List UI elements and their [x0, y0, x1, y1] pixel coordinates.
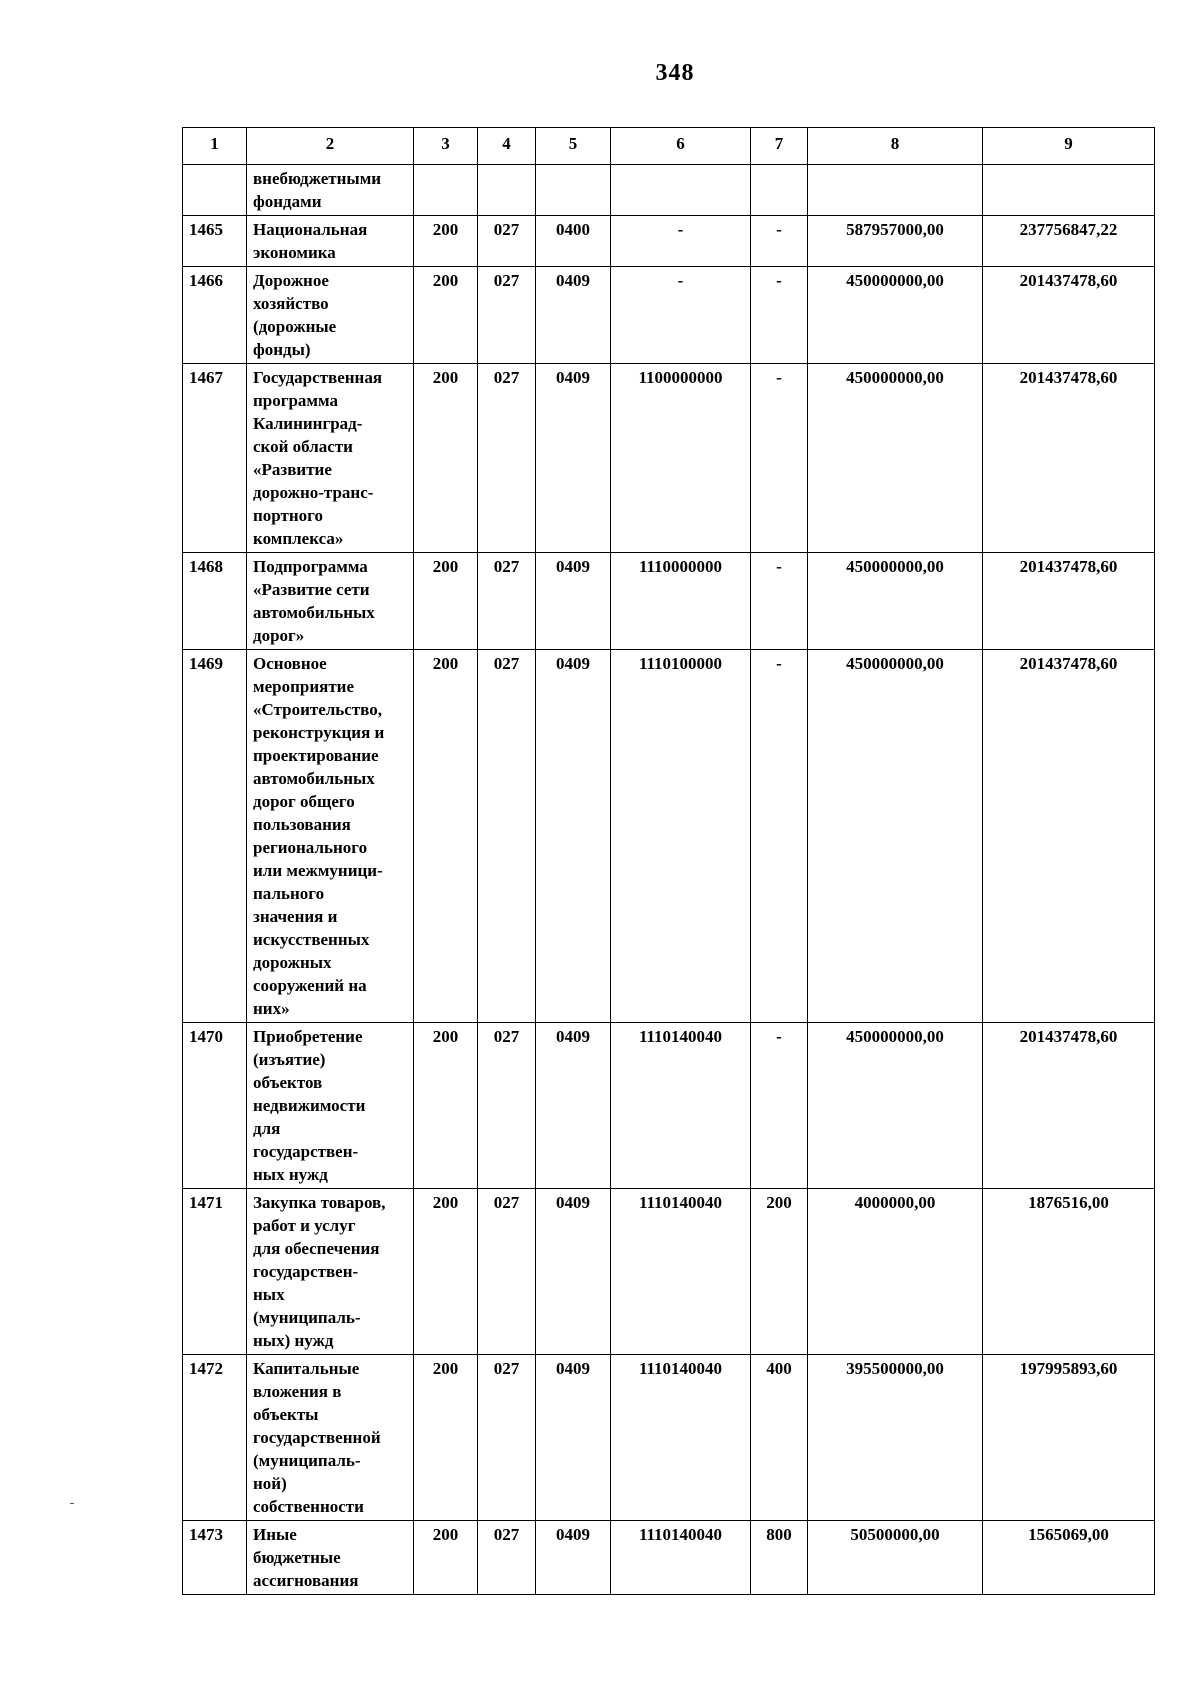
code-section: 0409 [536, 1023, 611, 1189]
page-number: 348 [655, 60, 695, 86]
code-ministry: 200 [414, 1355, 478, 1521]
header-col-8: 8 [808, 128, 983, 165]
amount-planned [808, 165, 983, 216]
row-number: 1469 [183, 650, 247, 1023]
row-number: 1468 [183, 553, 247, 650]
code-department: 027 [478, 650, 536, 1023]
code-section: 0409 [536, 553, 611, 650]
amount-executed: 237756847,22 [983, 216, 1155, 267]
code-target: 1110140040 [611, 1189, 751, 1355]
code-target: 1110140040 [611, 1355, 751, 1521]
row-name: Основное мероприятие «Строительство, реконструкция и проектирование автомобильных дорог общего пользования регионального или межмуници- пального значения и искусственных дорожных сооружений на них» [247, 650, 414, 1023]
code-ministry: 200 [414, 267, 478, 364]
code-expense-type [751, 165, 808, 216]
amount-planned: 450000000,00 [808, 1023, 983, 1189]
code-section: 0409 [536, 1521, 611, 1595]
row-number: 1466 [183, 267, 247, 364]
code-ministry: 200 [414, 1521, 478, 1595]
table-row [183, 1521, 1155, 1595]
code-department: 027 [478, 1023, 536, 1189]
code-ministry: 200 [414, 1189, 478, 1355]
table-row [183, 216, 1155, 267]
code-expense-type: - [751, 1023, 808, 1189]
code-target: 1100000000 [611, 364, 751, 553]
row-number: 1471 [183, 1189, 247, 1355]
amount-executed: 201437478,60 [983, 267, 1155, 364]
row-number: 1472 [183, 1355, 247, 1521]
code-target: - [611, 267, 751, 364]
header-col-9: 9 [983, 128, 1155, 165]
row-name: Капитальные вложения в объекты государственной (муниципаль- ной) собственности [247, 1355, 414, 1521]
code-department: 027 [478, 267, 536, 364]
row-number: 1467 [183, 364, 247, 553]
code-target [611, 165, 751, 216]
row-name: Национальная экономика [247, 216, 414, 267]
code-section: 0409 [536, 1189, 611, 1355]
code-target: - [611, 216, 751, 267]
row-number: 1465 [183, 216, 247, 267]
row-name: Подпрограмма «Развитие сети автомобильных дорог» [247, 553, 414, 650]
header-col-6: 6 [611, 128, 751, 165]
code-expense-type: 200 [751, 1189, 808, 1355]
code-expense-type: - [751, 267, 808, 364]
table-row [183, 165, 1155, 216]
code-ministry: 200 [414, 650, 478, 1023]
budget-table [182, 127, 1155, 1595]
header-col-4: 4 [478, 128, 536, 165]
amount-planned: 450000000,00 [808, 650, 983, 1023]
code-ministry: 200 [414, 216, 478, 267]
amount-executed: 201437478,60 [983, 650, 1155, 1023]
header-col-1: 1 [183, 128, 247, 165]
amount-executed: 1565069,00 [983, 1521, 1155, 1595]
row-number [183, 165, 247, 216]
code-department: 027 [478, 364, 536, 553]
code-department: 027 [478, 1189, 536, 1355]
amount-planned: 4000000,00 [808, 1189, 983, 1355]
amount-executed: 1876516,00 [983, 1189, 1155, 1355]
amount-planned: 50500000,00 [808, 1521, 983, 1595]
row-name: Закупка товаров, работ и услуг для обеспечения государствен- ных (муниципаль- ных) нужд [247, 1189, 414, 1355]
code-target: 1110000000 [611, 553, 751, 650]
amount-planned: 450000000,00 [808, 364, 983, 553]
amount-planned: 395500000,00 [808, 1355, 983, 1521]
code-department: 027 [478, 1355, 536, 1521]
code-section: 0409 [536, 364, 611, 553]
code-expense-type: 800 [751, 1521, 808, 1595]
table-row [183, 267, 1155, 364]
row-name: Иные бюджетные ассигнования [247, 1521, 414, 1595]
table-row [183, 1355, 1155, 1521]
amount-executed: 201437478,60 [983, 1023, 1155, 1189]
code-ministry: 200 [414, 364, 478, 553]
amount-executed: 201437478,60 [983, 364, 1155, 553]
header-col-2: 2 [247, 128, 414, 165]
header-col-7: 7 [751, 128, 808, 165]
table-row [183, 364, 1155, 553]
code-section: 0400 [536, 216, 611, 267]
table-row [183, 650, 1155, 1023]
code-target: 1110100000 [611, 650, 751, 1023]
amount-planned: 587957000,00 [808, 216, 983, 267]
header-col-5: 5 [536, 128, 611, 165]
row-name: Дорожное хозяйство (дорожные фонды) [247, 267, 414, 364]
code-department: 027 [478, 1521, 536, 1595]
row-name: внебюджетными фондами [247, 165, 414, 216]
scan-artifact [70, 1503, 74, 1504]
code-section [536, 165, 611, 216]
code-expense-type: - [751, 650, 808, 1023]
row-number: 1470 [183, 1023, 247, 1189]
code-expense-type: - [751, 364, 808, 553]
amount-planned: 450000000,00 [808, 267, 983, 364]
table-row [183, 553, 1155, 650]
row-name: Приобретение (изъятие) объектов недвижимости для государствен- ных нужд [247, 1023, 414, 1189]
amount-executed: 197995893,60 [983, 1355, 1155, 1521]
code-expense-type: - [751, 216, 808, 267]
code-section: 0409 [536, 650, 611, 1023]
header-row [183, 128, 1155, 165]
row-number: 1473 [183, 1521, 247, 1595]
code-ministry: 200 [414, 553, 478, 650]
code-ministry: 200 [414, 1023, 478, 1189]
code-expense-type: 400 [751, 1355, 808, 1521]
code-department [478, 165, 536, 216]
code-department: 027 [478, 553, 536, 650]
code-target: 1110140040 [611, 1023, 751, 1189]
table-row [183, 1189, 1155, 1355]
table-row [183, 1023, 1155, 1189]
header-col-3: 3 [414, 128, 478, 165]
row-name: Государственная программа Калининград- ской области «Развитие дорожно-транс- портного комплекса» [247, 364, 414, 553]
code-department: 027 [478, 216, 536, 267]
code-ministry [414, 165, 478, 216]
code-section: 0409 [536, 1355, 611, 1521]
amount-executed: 201437478,60 [983, 553, 1155, 650]
code-expense-type: - [751, 553, 808, 650]
code-section: 0409 [536, 267, 611, 364]
code-target: 1110140040 [611, 1521, 751, 1595]
amount-planned: 450000000,00 [808, 553, 983, 650]
amount-executed [983, 165, 1155, 216]
